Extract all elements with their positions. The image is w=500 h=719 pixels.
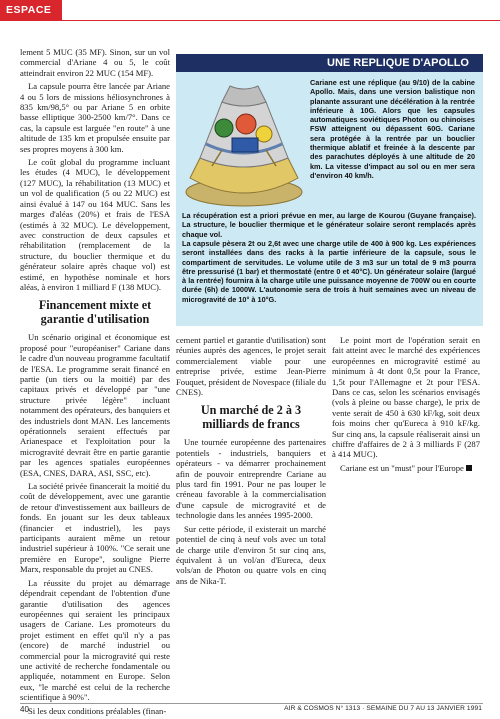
paragraph-final-text: Cariane est un "must" pour l'Europe: [340, 462, 464, 473]
bottom-rule: [20, 703, 483, 704]
paragraph-final: [332, 463, 480, 473]
paragraph: La société privée financerait la moitié du coût de développement, avec une garantie de retour d'investissement aux bailleurs de fonds. En jouant sur les deux tableaux (financier et industriel), les pays participants auraient même un retour industriel supérieur à 100%. "Ce serait une première en Europe", souligne Pierre Marx, responsable du projet au CNES.: [20, 481, 170, 575]
paragraph: Le coût global du programme incluant les études (4 MUC), le développement (127 MUC), la réhabilitation (13 MUC) et un vol de qualification (5 ou 22 MUC) est ainsi évalué à 147 ou 164 MUC. Sans les marges d'aléas (20%) et frais de l'ESA (estimés à 32 MUC). Le développement, avec construction de deux capsules et réhabilitation (remplacement de la structure, du bouclier thermique et du générateur solaire après chaque vol) est estimé, en hypothèse nominale et hors aléas, à environ 1 milliard F (138 MUC).: [20, 157, 170, 292]
capsule-illustration: [182, 80, 304, 210]
box-title-text: UNE REPLIQUE D'APOLLO: [327, 57, 469, 69]
issue-line: AIR & COSMOS N° 1313 · SEMAINE DU 7 AU 13 JANVIER 1991: [284, 705, 482, 712]
page-number: 40: [20, 705, 29, 714]
box-paragraph: La récupération est a priori prévue en mer, au large de Kourou (Guyane française). La structure, le bouclier thermique et le générateur solaire seront remplacés après chaque vol.: [182, 211, 476, 239]
subheading-marche: Un marché de 2 à 3 milliards de francs: [200, 403, 302, 431]
subheading-financement: Financement mixte et garantie d'utilisation: [38, 298, 152, 326]
paragraph: La réussite du projet au démarrage dépendrait cependant de l'obtention d'une garantie d'utilisation des agences européennes qui seraient les principaux usagers de Cariane. Les promoteurs du projet estiment en effet qu'il n'y a pas (encore) de marché industriel ou commercial pour la microgravité qui reste une activité de recherche fondamentale ou appliquée, notamment en Europe. Selon eux, "le marché est celui de la recherche scientifique à 90%".: [20, 577, 170, 703]
box-text-recovery: [182, 211, 476, 241]
column-2: [176, 335, 326, 589]
paragraph: Si les deux conditions préalables (finan-: [28, 705, 167, 716]
top-rule: [0, 20, 500, 21]
column-3: [332, 335, 480, 476]
column-1: [20, 47, 170, 719]
paragraph: Un scénario original et économique est proposé pour "européaniser" Cariane dans le cadre d'un nouveau programme facultatif de l'ESA. Le programme serait financé en partie (un tiers ou la moitié) par des capitaux privés et développé par "une structure privée légère" incluant notamment des opérateurs, des banquiers et des industriels dont MAN. Les lancements opérationnels seraient effectués par Arianespace et l'exploitation pour la microgravité devrait être en partie garantie par les agences spatiales européennes (ESA, CNES, DARA, ASI, SSC, etc).: [20, 332, 170, 478]
end-mark-icon: [466, 465, 472, 471]
paragraph: La capsule pourra être lancée par Ariane 4 ou 5 lors de missions héliosynchrones à 835 km/98,5° ou par Ariane 5 en orbite basse elliptique 300-2500 km/7°. Dans ce cas, la capsule est larguée "en route" à une altitude de 135 km et propulsée ensuite par ses propres moyens à 300 km.: [20, 81, 170, 154]
box-title: [176, 54, 483, 72]
paragraph: Sur cette période, il existerait un marché potentiel de cinq à neuf vols avec un total de charge utile d'environ 5t sur cinq ans, équivalent à un vol/an d'Eureca, deux vols/an de Photon ou quatre vols en cinq ans de Nika-T.: [176, 523, 326, 586]
paragraph: Le point mort de l'opération serait en fait atteint avec le marché des expériences européennes en microgravité estimé au minimum à 4t dont 0,5t pour la France, 1,5t pour l'Allemagne et 2t pour l'ESA. Dans ce cas, selon les scénarios envisagés (vols à pleine ou basse charge), le prix de vente serait de 450 à 630 kF/kg, soit deux fois moins cher qu'Eureca à 910 kF/kg. Sur cinq ans, la capsule réaliserait ainsi un chiffre d'affaires de 2 à 3 milliards F (287 à 414 MUC).: [332, 335, 480, 460]
box-text-specs: [182, 239, 476, 306]
paragraph: lement 5 MUC (35 MF). Sinon, sur un vol commercial d'Ariane 4 ou 5, le coût atteindrait environ 22 MUC (154 MF).: [20, 47, 170, 78]
sidebar-box-apollo: [176, 54, 483, 326]
box-text-intro: [310, 78, 475, 182]
box-paragraph: La capsule pèsera 2t ou 2,6t avec une charge utile de 400 à 900 kg. Les expériences seront installées dans des racks à la partie inférieure de la capsule, sous le compartiment de servitudes. Le volume utile de 3 m3 sur un total de 9 m3 pourra être pressurisé (1 bar) et thermostaté (entre 0 et 40°C). Un générateur solaire (largué à la rentrée) fournira à la charge utile une puissance moyenne de 700W ou en courte durée (6h) de 1000W. L'autonomie sera de trois à huit semaines avec un niveau de microgravité de 10° à 10°G.: [182, 239, 476, 304]
paragraph: Une tournée européenne des partenaires potentiels - industriels, banquiers et opérateurs - va démarrer prochainement afin de pouvoir entreprendre Cariane au plus tard fin 1991. Pour ne pas louper le créneau favorable à la commercialisation d'une capsule de microgravité et de technologie dans les années 1995-2000.: [176, 437, 326, 521]
section-tag: ESPACE: [0, 0, 62, 20]
box-paragraph: Cariane est une réplique (au 9/10) de la cabine Apollo. Mais, dans une version balistique non planante assurant une décélération à la rentrée inférieure à 10G. Alors que les capsules automatiques soviétiques Photon ou chinoises FSW atteignent ou dépassent 60G. Cariane sera protégée à la rentrée par un bouclier thermique ablatif et freinée à la descente par des parachutes déployés à une altitude de 20 km. La vitesse d'impact au sol ou en mer sera d'environ 40 km/h.: [310, 78, 475, 180]
paragraph: cement partiel et garantie d'utilisation) sont réunies auprès des agences, le projet serait commercialement viable pour une entreprise privée, estime Jean-Pierre Fouquet, président de Novespace (filiale du CNES).: [176, 335, 326, 398]
